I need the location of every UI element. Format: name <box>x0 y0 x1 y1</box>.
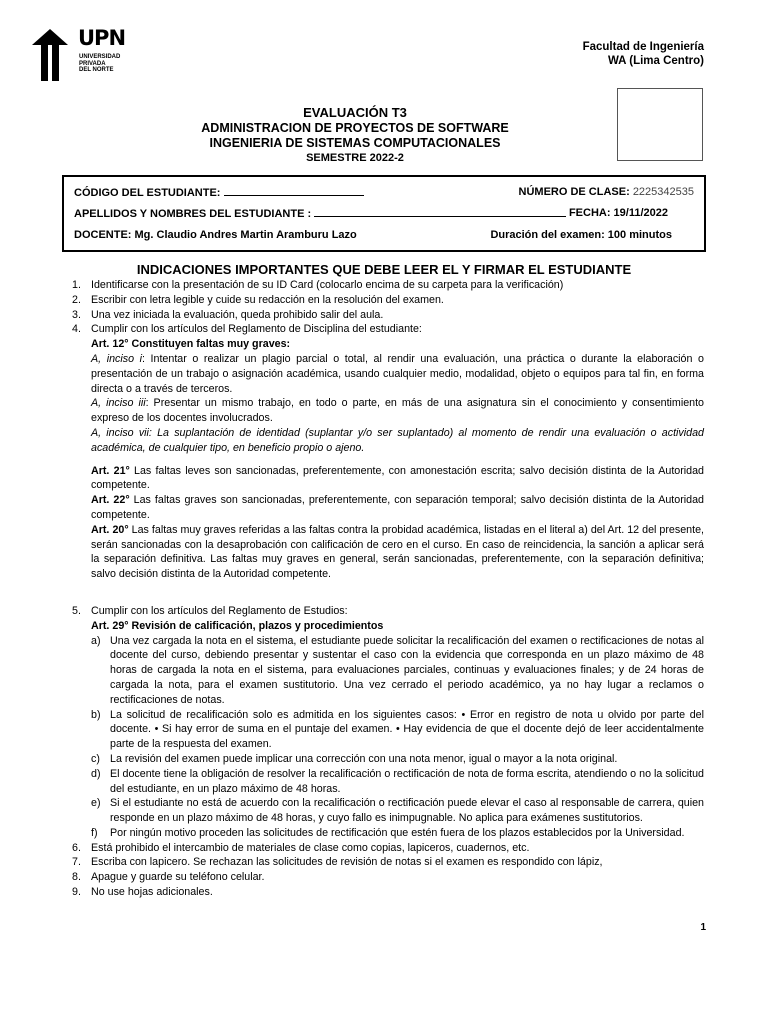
article-22: Art. 22° Las faltas graves son sancionadas, preferentemente, con separación temporal; salvo decisión distinta de la Autoridad competente. <box>91 494 704 521</box>
semester: SEMESTRE 2022-2 <box>306 152 404 164</box>
list-item: 5. Cumplir con los artículos del Reglamento de Estudios: <box>72 604 348 617</box>
list-item: 1. Identificarse con la presentación de su ID Card (colocarlo encima de su carpeta para la verificación) <box>72 279 564 291</box>
student-name-label: APELLIDOS Y NOMBRES DEL ESTUDIANTE : <box>74 208 312 220</box>
article-29-title: Art. 29° Revisión de calificación, plazos y procedimientos <box>91 619 384 632</box>
exam-title: EVALUACIÓN T3 <box>303 105 407 120</box>
teacher-row <box>74 227 694 243</box>
career-name: INGENIERIA DE SISTEMAS COMPUTACIONALES <box>209 136 501 150</box>
list-item: 4. Cumplir con los artículos del Reglamento de Disciplina del estudiante: <box>72 323 422 336</box>
list-item: e) Si el estudiante no está de acuerdo con la recalificación o rectificación puede elevar el caso al responsable de carrera, quien responde en un plazo máximo de 48 horas, y cuyo fallo es inimpugnable. No aplica para exámenes sustitutorios. <box>91 797 704 825</box>
class-number-value: 2225342535 <box>632 186 694 198</box>
instructions-list <box>72 278 704 900</box>
list-item: a) Una vez cargada la nota en el sistema, el estudiante puede solicitar la recalificación del examen o rectificaciones de notas al docente del curso, debiendo presentar y sustentar el caso con la evidencia que corresponda en un plazo máximo de 48 horas de cargada la nota en el sistema, para evaluaciones parciales, continuas y evaluaciones finales; y de 24 horas de cargada la nota, para el examen sustitutorio. Una vez cerrado el periodo académico, ya no hay lugar a reclamos o rectificaciones de notas. <box>91 634 704 706</box>
campus-name: WA (Lima Centro) <box>607 55 704 67</box>
exam-date: FECHA: 19/11/2022 <box>568 207 668 219</box>
exam-duration: Duración del examen: 100 minutos <box>490 229 672 241</box>
class-number-label: NÚMERO DE CLASE: <box>518 186 630 198</box>
grade-box <box>617 88 703 161</box>
logo-brand: UPN <box>78 26 126 50</box>
article-21: Art. 21° Las faltas leves son sancionadas, preferentemente, con amonestación escrita; salvo decisión distinta de la Autoridad competente. <box>91 464 705 492</box>
instructions-title: INDICACIONES IMPORTANTES QUE DEBE LEER EL Y FIRMAR EL ESTUDIANTE <box>136 262 632 277</box>
student-info-box <box>62 175 706 252</box>
article-12-title: Art. 12° Constituyen faltas muy graves: <box>91 338 291 351</box>
student-code-row <box>74 184 694 200</box>
article-12-inciso-vii: A, inciso vii: La suplantación de identidad (suplantar y/o ser suplantado) al momento de rendir una evaluación o actividad académica, de cualquier tipo, en beneficio propio o ajeno. <box>91 426 704 454</box>
list-item: c) La revisión del examen puede implicar una corrección con una nota menor, igual o mayor a la nota original. <box>91 752 618 765</box>
student-code-field[interactable] <box>224 184 364 196</box>
student-name-field[interactable] <box>314 205 566 217</box>
upn-arrow-icon <box>30 28 70 82</box>
student-code-label: CÓDIGO DEL ESTUDIANTE: <box>74 187 221 199</box>
list-item: 7. Escriba con lapicero. Se rechazan las solicitudes de revisión de notas si el examen es respondido con lápiz, <box>72 856 603 869</box>
list-item: 3. Una vez iniciada la evaluación, queda prohibido salir del aula. <box>72 308 384 321</box>
page-number: 1 <box>700 922 706 933</box>
list-item: b) La solicitud de recalificación solo es admitida en los siguientes casos: • Error en registro de nota u olvido por parte del docente. • Si hay error de suma en el puntaje del examen. • Hay evidencia de que el docente dejó de leer accidentalmente parte de la respuesta del examen. <box>91 708 704 751</box>
class-number-group <box>519 184 694 200</box>
list-item: d) El docente tiene la obligación de resolver la recalificación o rectificación de nota de forma escrita, atendiendo o no la solicitud del estudiante, en un plazo máximo de 48 horas. <box>91 767 704 795</box>
faculty-info <box>583 40 704 68</box>
logo-subtitle: UNIVERSIDAD PRIVADA DEL NORTE <box>79 54 121 73</box>
teacher-name: DOCENTE: Mg. Claudio Andres Martin Aramburu Lazo <box>74 229 357 241</box>
list-item: 2. Escribir con letra legible y cuide su redacción en la resolución del examen. <box>72 293 444 306</box>
article-20: Art. 20° Las faltas muy graves referidas a las faltas contra la probidad académica, listadas en el literal a) del Art. 12 del presente, serán sancionadas con la desaprobación con calificación de cero en el curso. En caso de reincidencia, la sanción a aplicar será la separación definitiva. Las faltas muy graves en general, serán sancionadas, preferentemente, con la separación definitiva; salvo decisión distinta de la Autoridad competente. <box>91 523 704 581</box>
exam-title-block <box>180 105 530 165</box>
faculty-name: Facultad de Ingeniería <box>582 41 704 53</box>
course-name: ADMINISTRACION DE PROYECTOS DE SOFTWARE <box>201 121 509 135</box>
student-name-row <box>74 205 694 221</box>
article-12-inciso-i: A, inciso i: Intentar o realizar un plagio parcial o total, al rendir una evaluación, una práctica o durante la elaboración o presentación de un trabajo o asignación académica, usando cualquier medio, modalidad, objeto o equipos para tal fin, en forma directa o a través de terceros. <box>91 352 704 395</box>
university-logo <box>30 28 130 84</box>
list-item: f) Por ningún motivo proceden las solicitudes de rectificación que estén fuera de los plazos establecidos por la Universidad. <box>91 826 685 839</box>
list-item: 6. Está prohibido el intercambio de materiales de clase como copias, lapiceros, cuadernos, etc. <box>72 841 530 854</box>
article-12-inciso-iii: A, inciso iii: Presentar un mismo trabajo, en todo o parte, en más de una asignatura sin el conocimiento y consentimiento expreso de los docentes involucrados. <box>91 397 704 425</box>
list-item: 9. No use hojas adicionales. <box>72 886 213 899</box>
list-item: 8. Apague y guarde su teléfono celular. <box>72 871 265 884</box>
